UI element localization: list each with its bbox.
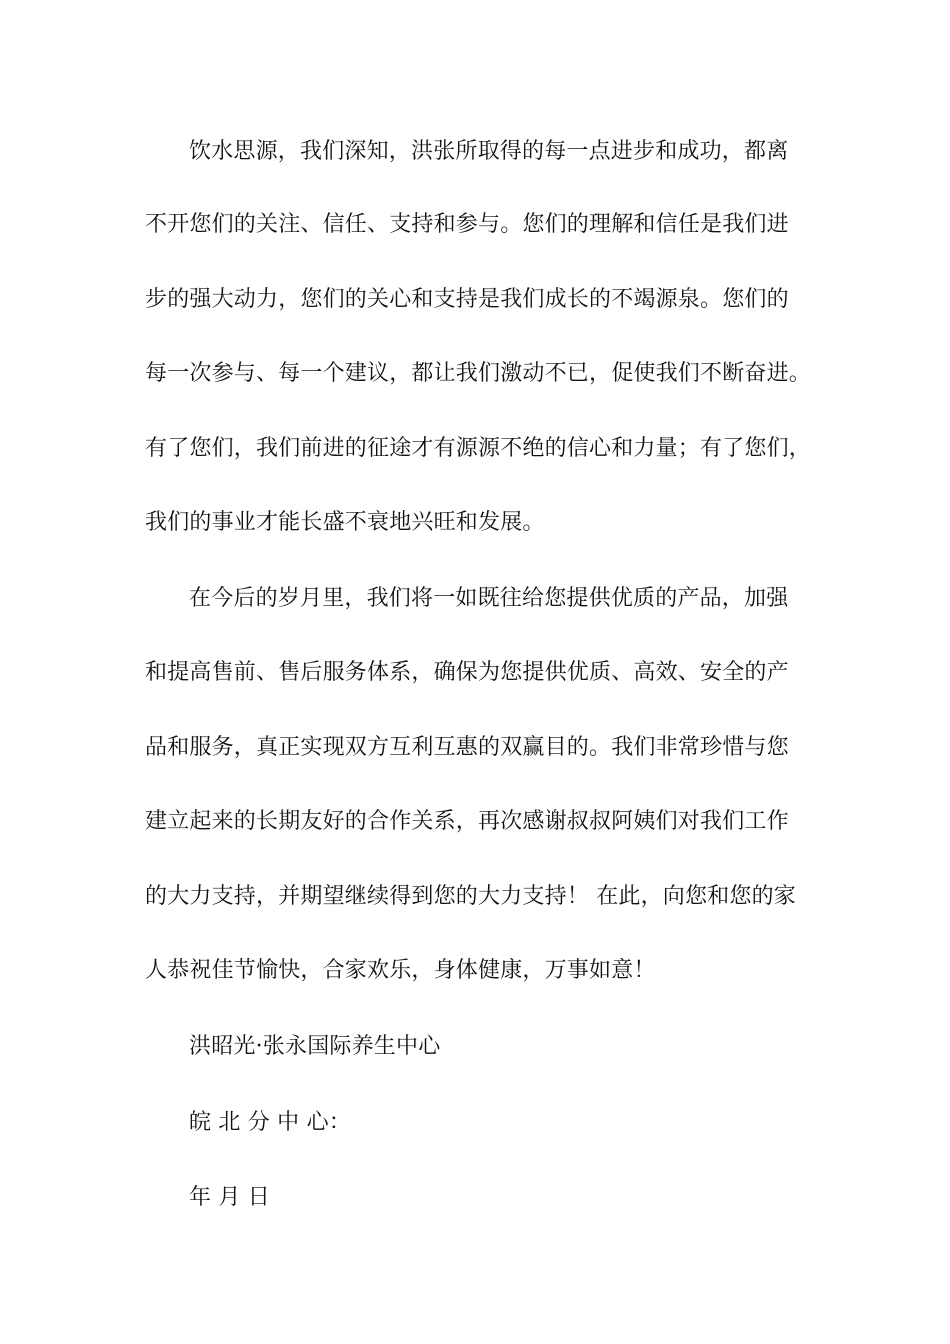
paragraph-2-line-6: 人恭祝佳节愉快，合家欢乐，身体健康，万事如意！ (145, 958, 656, 983)
paragraph-1-line-3: 步的强大动力，您们的关心和支持是我们成长的不竭源泉。您们的 (145, 287, 789, 312)
paragraph-2-line-4: 建立起来的长期友好的合作关系，再次感谢叔叔阿姨们对我们工作 (145, 809, 789, 834)
paragraph-1-line-4: 每一次参与、每一个建议，都让我们激动不已，促使我们不断奋进。 (145, 361, 812, 386)
signature-date: 年 月 日 (189, 1185, 270, 1210)
signature-branch: 皖 北 分 中 心： (189, 1110, 351, 1135)
paragraph-2-line-3: 品和服务，真正实现双方互利互惠的双赢目的。我们非常珍惜与您 (145, 735, 789, 760)
paragraph-1-line-5: 有了您们，我们前进的征途才有源源不绝的信心和力量；有了您们， (145, 436, 812, 461)
paragraph-2-line-2: 和提高售前、售后服务体系，确保为您提供优质、高效、安全的产 (145, 660, 789, 685)
paragraph-1-line-2: 不开您们的关注、信任、支持和参与。您们的理解和信任是我们进 (145, 212, 789, 237)
paragraph-1-line-6: 我们的事业才能长盛不衰地兴旺和发展。 (145, 510, 545, 535)
signature-organization: 洪昭光·张永国际养生中心 (189, 1034, 441, 1059)
paragraph-2-line-1: 在今后的岁月里，我们将一如既往给您提供优质的产品，加强 (189, 586, 789, 611)
paragraph-2-line-5: 的大力支持，并期望继续得到您的大力支持！ 在此，向您和您的家 (145, 884, 796, 909)
paragraph-1-line-1: 饮水思源，我们深知，洪张所取得的每一点进步和成功，都离 (189, 139, 789, 164)
